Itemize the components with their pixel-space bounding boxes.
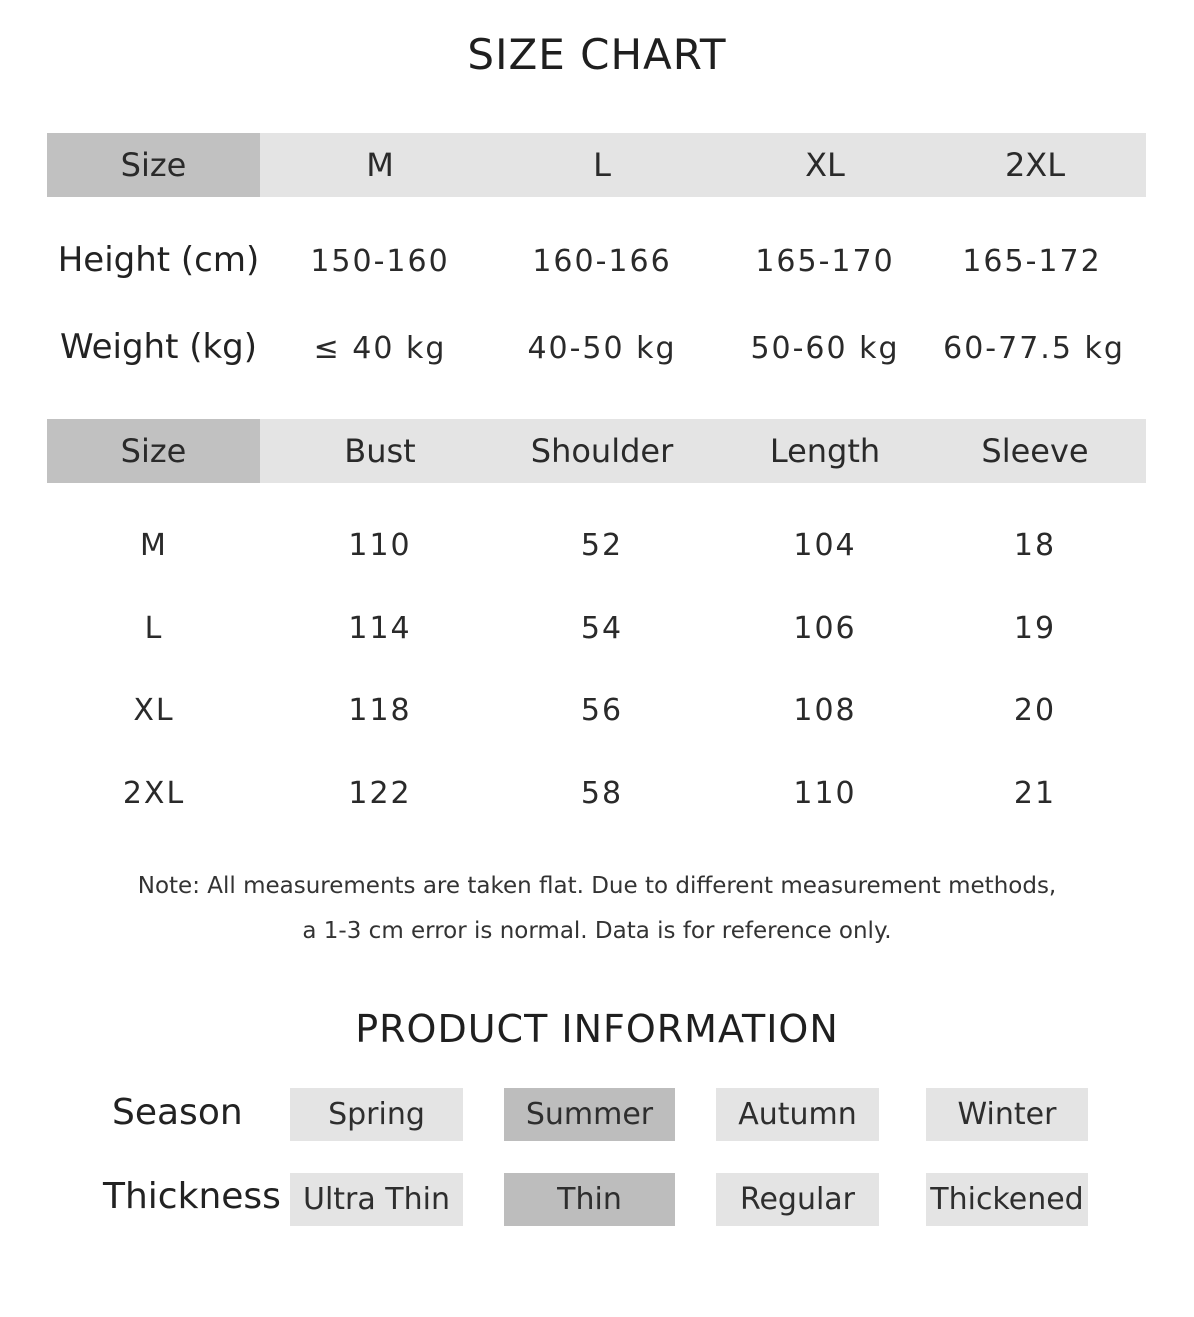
table-cell: 160-166: [532, 244, 672, 279]
table-cell: 21: [1013, 776, 1057, 811]
table-cell: 54: [580, 611, 624, 646]
table1-header-xl: XL: [805, 146, 845, 184]
table-cell: 110: [348, 528, 412, 563]
table-cell: 114: [348, 611, 412, 646]
thickness-option-ultra-thin: Ultra Thin: [290, 1173, 463, 1226]
table-cell: ≤ 40 kg: [313, 331, 447, 366]
table-cell: 122: [348, 776, 412, 811]
table2-header-size: Size: [120, 432, 187, 470]
season-option-autumn: Autumn: [716, 1088, 879, 1141]
table-cell: 18: [1013, 528, 1057, 563]
table1-header-2xl: 2XL: [1004, 146, 1066, 184]
table-cell: 60-77.5 kg: [943, 331, 1125, 366]
product-info-title: PRODUCT INFORMATION: [355, 1007, 839, 1051]
table2-header-sleeve: Sleeve: [981, 432, 1089, 470]
table2-header-shoulder: Shoulder: [530, 432, 674, 470]
size-chart-title: SIZE CHART: [467, 30, 727, 79]
table-cell: 56: [580, 693, 624, 728]
table-cell: 58: [580, 776, 624, 811]
table2-header-length: Length: [769, 432, 881, 470]
table1-header-size: Size: [120, 146, 187, 184]
table-cell: 40-50 kg: [527, 331, 677, 366]
table-cell: 118: [348, 693, 412, 728]
height-row-label: Height (cm): [57, 240, 260, 280]
table1-header-m: M: [366, 146, 394, 184]
thickness-option-thin: Thin: [504, 1173, 675, 1226]
thickness-option-thickened: Thickened: [926, 1173, 1088, 1226]
season-option-winter: Winter: [926, 1088, 1088, 1141]
table-cell: 104: [793, 528, 857, 563]
note-line-1: Note: All measurements are taken flat. Due to different measurement methods,: [137, 873, 1057, 899]
table-cell: 165-170: [755, 244, 895, 279]
table2-header-bust: Bust: [344, 432, 416, 470]
season-option-spring: Spring: [290, 1088, 463, 1141]
thickness-label: Thickness: [103, 1176, 281, 1217]
table-row-size: L: [144, 611, 164, 646]
table-row-size: XL: [133, 693, 175, 728]
table-cell: 52: [580, 528, 624, 563]
table-cell: 108: [793, 693, 857, 728]
thickness-option-regular: Regular: [716, 1173, 879, 1226]
table-cell: 150-160: [310, 244, 450, 279]
table-cell: 20: [1013, 693, 1057, 728]
table-row-size: M: [140, 528, 168, 563]
table-cell: 50-60 kg: [750, 331, 900, 366]
table-cell: 106: [793, 611, 857, 646]
season-option-summer: Summer: [504, 1088, 675, 1141]
weight-row-label: Weight (kg): [59, 327, 258, 367]
table-cell: 165-172: [962, 244, 1102, 279]
table-cell: 19: [1013, 611, 1057, 646]
note-line-2: a 1-3 cm error is normal. Data is for reference only.: [302, 918, 892, 944]
table1-header-l: L: [593, 146, 611, 184]
table-row-size: 2XL: [122, 776, 186, 811]
season-label: Season: [112, 1092, 243, 1133]
table-cell: 110: [793, 776, 857, 811]
